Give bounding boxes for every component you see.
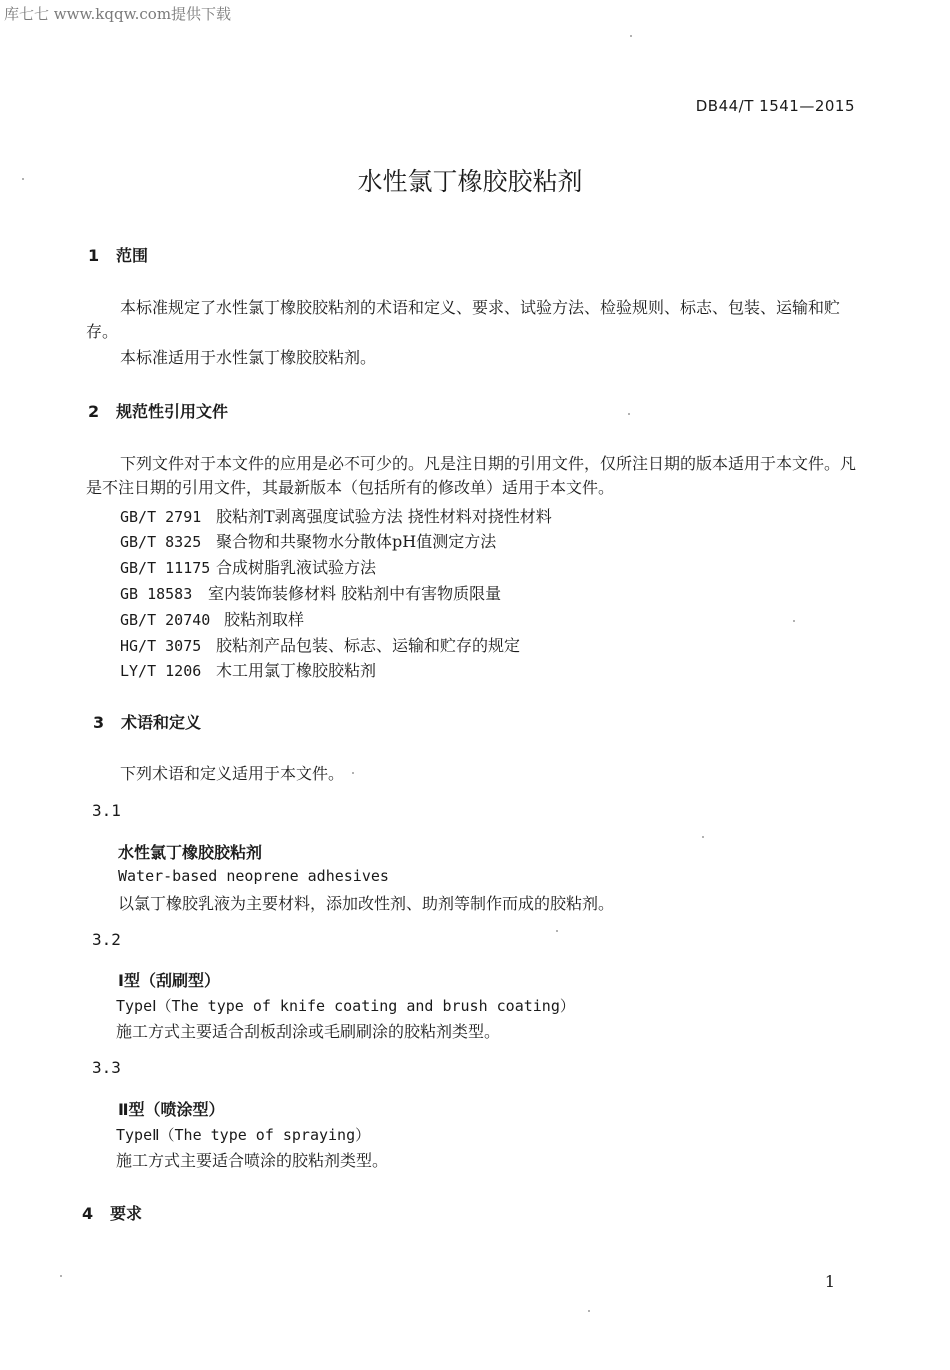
section-title: 规范性引用文件 — [116, 402, 229, 421]
term-number: 3.3 — [92, 1058, 121, 1077]
term-english-name: TypeⅠ（The type of knife coating and brush coating） — [116, 997, 575, 1015]
reference-name: 胶粘剂T剥离强度试验方法 挠性材料对挠性材料 — [216, 507, 552, 526]
watermark-text: 库七七 www.kqqw.com提供下载 — [4, 5, 232, 23]
reference-name: 聚合物和共聚物水分散体pH值测定方法 — [216, 532, 497, 551]
reference-name: 胶粘剂产品包装、标志、运输和贮存的规定 — [216, 636, 521, 655]
terms-intro: 下列术语和定义适用于本文件。 — [120, 764, 345, 783]
reference-name: 室内装饰装修材料 胶粘剂中有害物质限量 — [208, 584, 502, 603]
standard-code: DB44/T 1541—2015 — [695, 97, 855, 115]
reference-name: 木工用氯丁橡胶胶粘剂 — [216, 661, 377, 680]
section-number: 2 — [88, 402, 100, 421]
reference-item — [120, 529, 496, 552]
reference-code: LY/T 1206 — [120, 662, 202, 680]
scan-speck — [22, 178, 24, 180]
term-number: 3.1 — [92, 801, 121, 820]
section-1-heading — [88, 243, 148, 266]
page-number: 1 — [824, 1272, 835, 1291]
reference-code: GB/T 11175 — [120, 559, 211, 577]
term-definition: 施工方式主要适合喷涂的胶粘剂类型。 — [116, 1151, 389, 1170]
term-number: 3.2 — [92, 930, 121, 949]
section-2-heading — [88, 399, 228, 422]
term-definition: 以氯丁橡胶乳液为主要材料，添加改性剂、助剂等制作而成的胶粘剂。 — [118, 894, 615, 913]
term-chinese-name: Ⅱ型（喷涂型） — [118, 1100, 225, 1119]
reference-code: GB/T 20740 — [120, 611, 211, 629]
section-number: 3 — [93, 713, 105, 732]
scope-paragraph-1: 本标准规定了水性氯丁橡胶胶粘剂的术语和定义、要求、试验方法、检验规则、标志、包装、运输和贮存。 — [86, 298, 841, 341]
reference-item — [120, 581, 501, 604]
reference-item — [120, 607, 304, 630]
section-number: 4 — [82, 1204, 94, 1223]
scan-speck — [628, 413, 630, 415]
reference-code: GB/T 8325 — [120, 533, 202, 551]
reference-name: 胶粘剂取样 — [224, 610, 305, 629]
scan-speck — [702, 836, 704, 838]
section-title: 术语和定义 — [121, 713, 202, 732]
term-english-name: Water-based neoprene adhesives — [118, 867, 389, 885]
scan-speck — [60, 1275, 62, 1277]
term-definition: 施工方式主要适合刮板刮涂或毛刷刷涂的胶粘剂类型。 — [116, 1022, 501, 1041]
references-intro: 下列文件对于本文件的应用是必不可少的。凡是注日期的引用文件，仅所注日期的版本适用于本文件。凡是不注日期的引用文件，其最新版本（包括所有的修改单）适用于本文件。 — [86, 454, 857, 497]
reference-code: GB/T 2791 — [120, 508, 202, 526]
reference-code: GB 18583 — [120, 585, 193, 603]
reference-item — [120, 633, 520, 656]
section-4-heading — [82, 1201, 142, 1224]
section-title: 范围 — [116, 246, 149, 265]
term-chinese-name: 水性氯丁橡胶胶粘剂 — [118, 843, 263, 862]
term-english-name: TypeⅡ（The type of spraying） — [116, 1126, 371, 1144]
reference-item — [120, 555, 376, 578]
reference-code: HG/T 3075 — [120, 637, 202, 655]
scope-paragraph-2: 本标准适用于水性氯丁橡胶胶粘剂。 — [120, 348, 377, 367]
section-3-heading — [93, 710, 201, 733]
scan-speck — [588, 1310, 590, 1312]
reference-item — [120, 658, 376, 681]
section-title: 要求 — [110, 1204, 143, 1223]
term-chinese-name: Ⅰ型（刮刷型） — [118, 971, 220, 990]
section-number: 1 — [88, 246, 100, 265]
scan-speck — [352, 772, 354, 774]
scan-speck — [793, 620, 795, 622]
reference-name: 合成树脂乳液试验方法 — [216, 558, 377, 577]
scan-speck — [630, 35, 632, 37]
document-title: 水性氯丁橡胶胶粘剂 — [357, 167, 583, 196]
scan-speck — [556, 930, 558, 932]
reference-item — [120, 504, 552, 527]
